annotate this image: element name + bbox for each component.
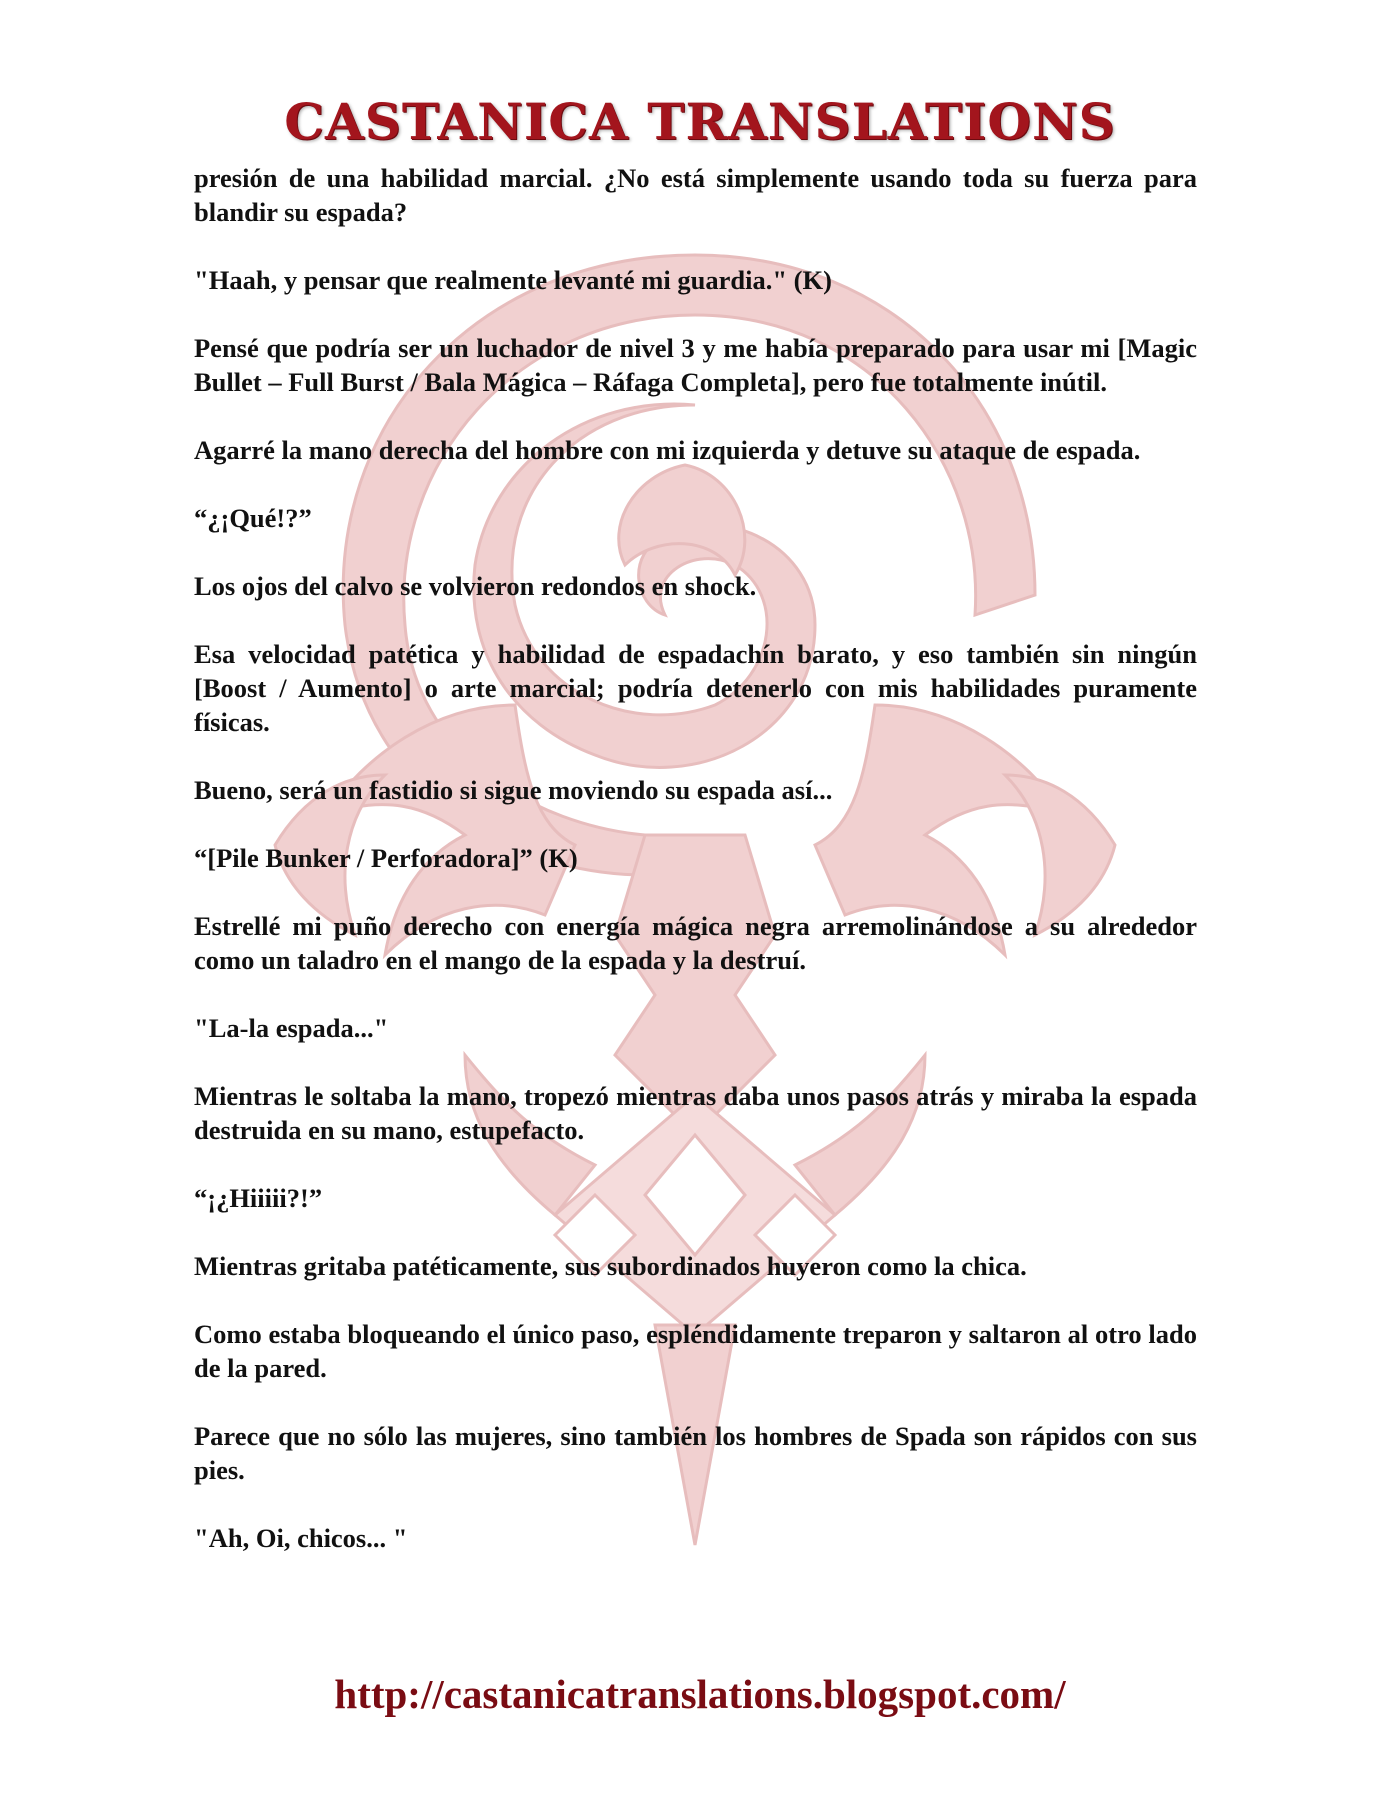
paragraph: Mientras gritaba patéticamente, sus subordinados huyeron como la chica. (194, 1251, 1027, 1281)
site-title: CASTANICA TRANSLATIONS (284, 92, 1116, 151)
paragraph: Agarré la mano derecha del hombre con mi izquierda y detuve su ataque de espada. (194, 435, 1141, 465)
paragraph: Parece que no sólo las mujeres, sino también los hombres de Spada son rápidos con sus pies. (194, 1421, 1197, 1485)
paragraph: presión de una habilidad marcial. ¿No está simplemente usando toda su fuerza para blandir su espada? (194, 163, 1197, 227)
paragraph: “¿¡Qué!?” (194, 503, 312, 533)
paragraph: Bueno, será un fastidio si sigue moviendo su espada así... (194, 775, 833, 805)
paragraph: “¡¿Hiiiii?!” (194, 1183, 323, 1213)
paragraph: Como estaba bloqueando el único paso, espléndidamente treparon y saltaron al otro lado de la pared. (194, 1319, 1197, 1383)
paragraph: Esa velocidad patética y habilidad de espadachín barato, y eso también sin ningún [Boost / Aumento] o arte marcial; podría detenerlo con mis habilidades puramente físicas. (194, 639, 1197, 737)
site-url-link[interactable]: http://castanicatranslations.blogspot.com/ (334, 1671, 1066, 1717)
paragraph: "Ah, Oi, chicos... " (194, 1523, 408, 1553)
paragraph: Los ojos del calvo se volvieron redondos en shock. (194, 571, 757, 601)
paragraph: “[Pile Bunker / Perforadora]” (K) (194, 843, 578, 873)
paragraph: Pensé que podría ser un luchador de nivel 3 y me había preparado para usar mi [Magic Bullet – Full Burst / Bala Mágica – Ráfaga Completa], pero fue totalmente inútil. (194, 333, 1197, 397)
paragraph: "La-la espada..." (194, 1013, 389, 1043)
paragraph: "Haah, y pensar que realmente levanté mi guardia." (K) (194, 265, 832, 295)
chapter-text (194, 161, 1197, 1589)
paragraph: Estrellé mi puño derecho con energía mágica negra arremolinándose a su alrededor como un taladro en el mango de la espada y la destruí. (194, 911, 1197, 975)
paragraph: Mientras le soltaba la mano, tropezó mientras daba unos pasos atrás y miraba la espada destruida en su mano, estupefacto. (194, 1081, 1197, 1145)
